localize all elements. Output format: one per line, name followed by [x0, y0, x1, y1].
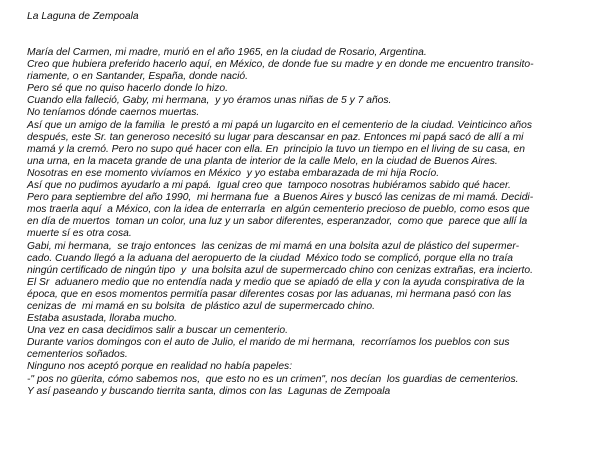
- text-line: Estaba asustada, lloraba mucho.: [27, 313, 177, 325]
- text-line: Y así paseando y buscando tierrita santa, dimos con las Lagunas de Zempoala: [27, 385, 391, 397]
- text-line: Durante varios domingos con el auto de Julio, el marido de mi hermana, recorríamos los pueblos con sus: [27, 337, 510, 349]
- text-line: cenizas de mi mamá en su bolsita de plástico azul de supermercado chino.: [27, 300, 375, 312]
- text-line: El Sr aduanero medio que no entendía nada y medio que se apiadó de ella y con la ayuda conspirativa de la: [27, 276, 525, 288]
- document-title: La Laguna de Zempoala: [27, 11, 139, 22]
- text-line: Pero sé que no quiso hacerlo donde lo hizo.: [27, 83, 228, 95]
- text-line: cado. Cuando llegó a la aduana del aeropuerto de la ciudad México todo se complicó, porque ella no traía: [27, 252, 513, 264]
- text-line: Creo que hubiera preferido hacerlo aquí, en México, de donde fue su madre y en donde me encuentro transito-: [27, 59, 534, 71]
- text-line: Así que un amigo de la familia le prestó a mi papá un lugarcito en el cementerio de la ciudad. Veinticinco años: [27, 119, 533, 131]
- text-line: María del Carmen, mi madre, murió en el año 1965, en la ciudad de Rosario, Argentina.: [27, 47, 427, 58]
- text-line: una urna, en la maceta grande de una planta de interior de la calle Melo, en la ciudad de Buenos Aires.: [27, 155, 498, 167]
- text-line: mamá y la cremó. Pero no supo qué hacer con ella. En principio la tuvo un tiempo en el living de su casa, en: [27, 143, 525, 155]
- text-line: época, que en esos momentos permitía pasar diferentes cosas por las aduanas, mi hermana pasó con las: [27, 288, 512, 300]
- text-line: muerte sí es otra cosa.: [27, 228, 132, 240]
- text-line: riamente, o en Santander, España, donde nació.: [27, 71, 248, 83]
- text-line: Ninguno nos aceptó porque en realidad no había papeles:: [27, 361, 293, 373]
- text-line: No teníamos dónde caernos muertas.: [27, 107, 200, 119]
- text-line: Nosotras en ese momento vivíamos en México y yo estaba embarazada de mi hija Rocío.: [27, 167, 440, 179]
- text-line: cementerios soñados.: [27, 349, 128, 361]
- text-line: Cuando ella falleció, Gaby, mi hermana, y yo éramos unas niñas de 5 y 7 años.: [27, 95, 392, 107]
- text-line: Una vez en casa decidimos salir a buscar un cementerio.: [27, 325, 288, 337]
- text-line: Pero para septiembre del año 1990, mi hermana fue a Buenos Aires y buscó las cenizas de mi mamá. Decidi-: [27, 192, 534, 204]
- text-line: Gabi, mi hermana, se trajo entonces las cenizas de mi mamá en una bolsita azul de plástico del supermer-: [27, 240, 520, 252]
- text-line: Así que no pudimos ayudarlo a mi papá. Igual creo que tampoco nosotras hubiéramos sabido qué hacer.: [27, 180, 511, 192]
- document-body: [27, 47, 587, 398]
- text-line: en día de muertos toman un color, una luz y un sabor diferentes, esperanzador, como que parece que allí la: [27, 216, 528, 228]
- text-line: mos traerla aquí a México, con la idea de enterrarla en algún cementerio precioso de pueblo, como esos que: [27, 204, 530, 216]
- text-line: -" pos no güerita, cómo sabemos nos, que esto no es un crimen", nos decían los guardias de cementerios.: [27, 373, 519, 385]
- text-line: ningún certificado de ningún tipo y una bolsita azul de supermercado chino con cenizas extrañas, era incierto.: [27, 264, 533, 276]
- text-line: después, este Sr. tan generoso necesitó su lugar para descansar en paz. Entonces mi papá sacó de allí a mi: [27, 131, 524, 143]
